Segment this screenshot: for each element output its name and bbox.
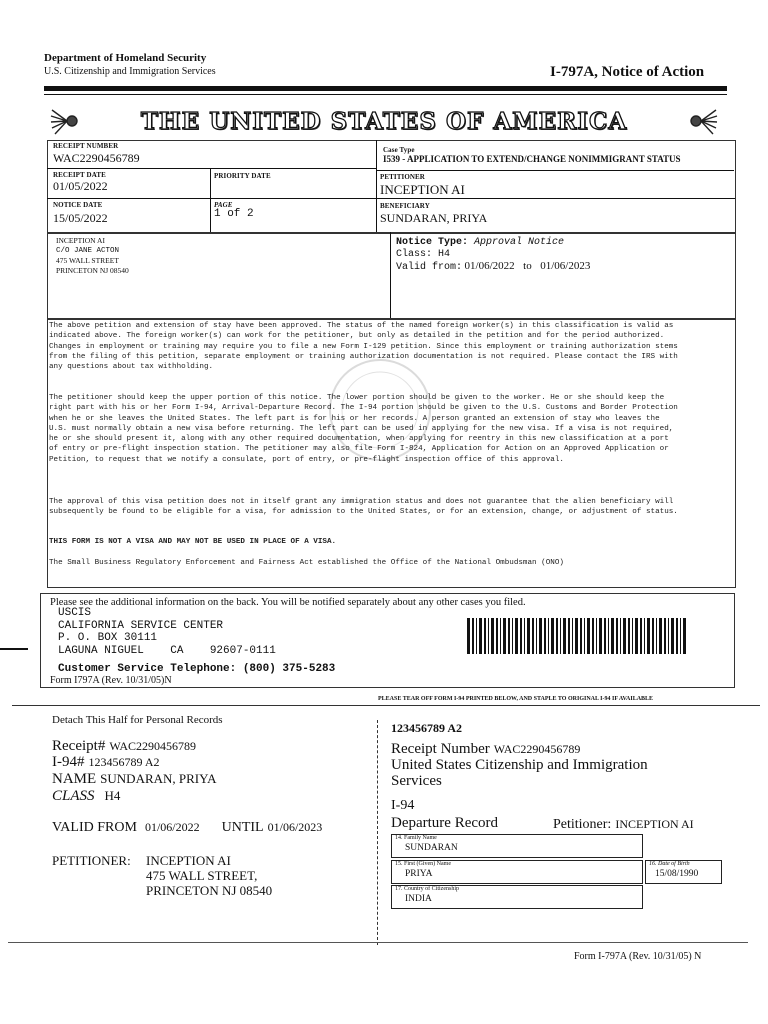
barcode-bar [476,618,477,654]
valid-to-label: to [523,260,532,272]
form-revision: Form I797A (Rev. 10/31/05)N [50,675,172,686]
eagle-right-icon [684,106,718,136]
family-name-label: 14. Family Name [395,835,437,841]
barcode-bar [659,618,662,654]
page-number: 1 of 2 [214,208,254,220]
stub-petitioner-line: 475 WALL STREET, [146,868,258,883]
barcode-bar [572,618,573,654]
page-label: PAGE [214,201,233,209]
stub-name [52,770,216,788]
bottom-rule [8,942,748,943]
petitioner-label: PETITIONER [380,173,425,181]
country: INDIA [405,894,432,904]
notice-date-label: NOTICE DATE [53,201,103,209]
family-name: SUNDARAN [405,843,458,853]
barcode-bar [536,618,537,654]
stub-receipt-number-label: Receipt Number [391,741,490,757]
country-label: 17. Country of Citizenship [395,886,459,892]
detach-note: Detach This Half for Personal Records [52,714,223,726]
receipt-number-label: RECEIPT NUMBER [53,142,119,150]
petitioner: INCEPTION AI [380,182,465,197]
body-paragraph: The Small Business Regulatory Enforcement and Fairness Act established the Office of the National Ombudsman (ONO) [49,559,564,567]
stub-petitioner-right-value: INCEPTION AI [615,817,694,831]
stub-petitioner-right-label: Petitioner: [553,817,612,832]
body-paragraph: The above petition and extension of stay have been approved. The status of the named foreign worker(s) in this classification is valid as indicated above. The foreign worker(s) can work for the petitioner, but only as detailed in the petition and for the period authorized. Changes in employment or training may require you to file a new Form I-129 petition. Since this employment or training authorization stems from the filing of this petition, separate employment or training authorization documentation is not required. Please contact the IRS with any questions about tax withholding. [49,322,678,372]
barcode-bar [599,618,602,654]
barcode-bar [500,618,501,654]
valid-from: 01/06/2022 [464,260,515,272]
first-name-label: 15. First (Given) Name [395,861,451,867]
barcode-bar [467,618,470,654]
stub-receipt-label: Receipt# [52,738,106,754]
case-type-label: Case Type [383,146,415,154]
barcode-bar [584,618,585,654]
barcode-bar [644,618,645,654]
tear-line [12,705,760,706]
priority-date-label: PRIORITY DATE [214,172,271,180]
class-line: Class: H4 [396,249,451,260]
i94-heading: I-94 [391,798,415,813]
notice-date: 15/05/2022 [53,211,108,225]
barcode-bar [551,618,554,654]
beneficiary: SUNDARAN, PRIYA [380,211,488,225]
address-line: C/O JANE ACTON [56,247,120,255]
barcode-bar [580,618,582,654]
barcode-bar [556,618,558,654]
customer-service-phone: Customer Service Telephone: (800) 375-5283 [58,663,336,675]
valid-from-label: Valid from: [396,262,463,273]
address-line: 475 WALL STREET [56,256,119,265]
body-paragraph: The approval of this visa petition does not in itself grant any immigration status and does not guarantee that the alien beneficiary will subsequently be found to be eligible for a visa, for admission to the United States, or for an extension, change, or adjustment of status. [49,498,678,517]
barcode-bar [647,618,650,654]
address-line: PRINCETON NJ 08540 [56,266,129,275]
barcode-bar [620,618,621,654]
barcode-bar [508,618,510,654]
case-type: I539 - APPLICATION TO EXTEND/CHANGE NONIMMIGRANT STATUS [383,154,681,164]
departure-record: Departure Record [391,815,499,831]
address-notice-box [47,232,736,320]
barcode-bar [520,618,522,654]
barcode-bar [544,618,546,654]
dob-label: 16. Date of Birth [649,861,690,867]
uscis-line: USCIS [58,607,92,619]
notice-type-value: Approval Notice [474,237,565,248]
barcode-bar [635,618,638,654]
stub-until-label: UNTIL [221,820,264,835]
barcode-bar [548,618,549,654]
stub-petitioner-right [553,815,694,833]
stub-until: 01/06/2023 [267,820,323,834]
barcode-bar [539,618,542,654]
first-name: PRIYA [405,869,433,879]
additional-info-note: Please see the additional information on the back. You will be notified separately about any other cases you filed. [50,597,526,608]
body-paragraph: The petitioner should keep the upper portion of this notice. The lower portion should be given to the worker. He or she should keep the right part with his or her Form I-94, Arrival-Departure Record. The I-94 portion should be given to the U.S. Customs and Border Protection when he or she leaves the United States. The left part is for his or her records. A person granted an extension of stay who leaves the U.S. must normally obtain a new visa before returning. The left part can be used in applying for the new visa. If a visa is not required, he or she should present it, along with any other required documentation, when applying for reentry in this new classification at a port of entry or pre-flight inspection station. The petitioner may also file Form I-824, Application for Action on an Approved Application or Petition, to request that we notify a consulate, port of entry, or pre-flight inspection office of this approval. [49,394,678,464]
barcode-bar [527,618,530,654]
barcode-bar [472,618,474,654]
stub-receipt-number [391,740,580,758]
stub-i94-value: 123456789 A2 [88,755,160,769]
receipt-date: 01/05/2022 [53,179,108,193]
dept-name: Department of Homeland Security [44,52,207,64]
stub-petitioner-label: PETITIONER: [52,853,131,868]
barcode-bar [611,618,614,654]
barcode-bar [524,618,525,654]
header-rule [44,86,727,91]
form-title: I-797A, Notice of Action [550,64,705,80]
valid-period [396,260,590,273]
barcode-bar [491,618,494,654]
receipt-date-label: RECEIPT DATE [53,171,106,179]
barcode-bar [515,618,518,654]
banner [50,104,718,138]
bottom-form-number: Form I-797A (Rev. 10/31/05) N [574,951,702,962]
barcode-bar [680,618,681,654]
stub-i94-label: I-94# [52,754,85,770]
stub-petitioner [146,853,272,898]
barcode-bar [640,618,642,654]
barcode-bar [683,618,686,654]
stub-petitioner-line: INCEPTION AI [146,853,231,868]
uscis-line: P. O. BOX 30111 [58,632,158,644]
barcode-bar [623,618,626,654]
mailing-address [56,236,129,276]
barcode-bar [671,618,674,654]
barcode-bar [512,618,513,654]
barcode-bar [668,618,669,654]
dob: 15/08/1990 [655,869,699,879]
barcode-bar [496,618,498,654]
stub-validity [52,818,322,836]
barcode-bar [632,618,633,654]
notice-type-label: Notice Type: [396,237,469,248]
barcode-bar [656,618,657,654]
barcode-bar [503,618,506,654]
barcode [467,618,685,654]
header-rule-thin [44,94,727,95]
stub-class-label: CLASS [52,788,95,804]
uscis-address [58,607,276,657]
body-paragraph: THIS FORM IS NOT A VISA AND MAY NOT BE USED IN PLACE OF A VISA. [49,538,337,546]
eagle-left-icon [50,106,84,136]
agency-line: United States Citizenship and Immigration [391,757,648,773]
barcode-bar [596,618,597,654]
uscis-line: CALIFORNIA SERVICE CENTER [58,619,224,632]
barcode-bar [628,618,630,654]
barcode-bar [479,618,482,654]
barcode-bar [652,618,654,654]
stub-name-label: NAME [52,771,97,787]
barcode-bar [604,618,606,654]
barcode-bar [587,618,590,654]
agency-name: U.S. Citizenship and Immigration Services [44,66,216,77]
agency-line: Services [391,773,442,789]
stub-class-value: H4 [104,788,121,803]
barcode-bar [488,618,489,654]
barcode-bar [592,618,594,654]
margin-mark [0,648,28,650]
stub-name-value: SUNDARAN, PRIYA [100,771,217,786]
stub-receipt-number-value: WAC2290456789 [493,742,581,756]
stub-valid-from: 01/06/2022 [144,820,200,834]
barcode-bar [676,618,678,654]
beneficiary-label: BENEFICIARY [380,202,430,210]
barcode-bar [560,618,561,654]
stub-divider [377,720,378,945]
stub-i94 [52,753,160,771]
stub-petitioner-line: PRINCETON NJ 08540 [146,883,273,898]
address-line: INCEPTION AI [56,236,105,245]
notice-type [396,237,564,248]
stub-class [52,787,120,805]
valid-to: 01/06/2023 [540,260,591,272]
barcode-bar [608,618,609,654]
barcode-bar [664,618,666,654]
stub-valid-from-label: VALID FROM [52,820,137,835]
uscis-line: LAGUNA NIGUEL CA 92607-0111 [58,644,276,657]
banner-text: THE UNITED STATES OF AMERICA [140,107,628,135]
barcode-bar [575,618,578,654]
barcode-bar [563,618,566,654]
barcode-bar [616,618,618,654]
stub-receipt-value: WAC2290456789 [109,739,196,753]
barcode-bar [568,618,570,654]
barcode-bar [484,618,486,654]
i94-number: 123456789 A2 [391,721,463,735]
tear-off-note: PLEASE TEAR OFF FORM I-94 PRINTED BELOW, AND STAPLE TO ORIGINAL I-94 IF AVAILABLE [378,696,654,702]
receipt-number: WAC2290456789 [53,151,140,165]
barcode-bar [532,618,534,654]
